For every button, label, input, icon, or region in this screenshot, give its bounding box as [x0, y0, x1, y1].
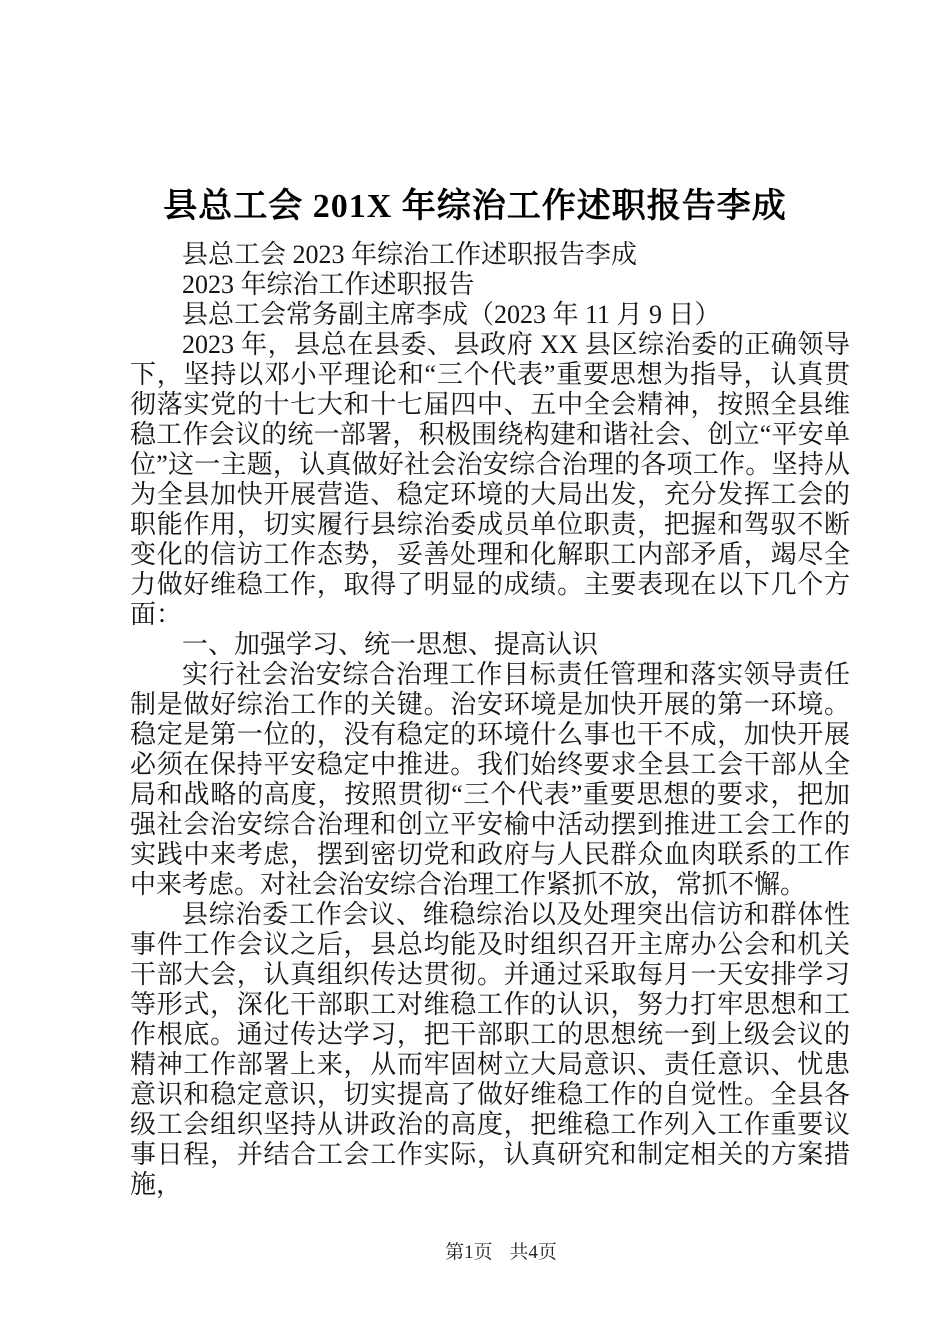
document-title: 县总工会 201X 年综治工作述职报告李成: [163, 188, 787, 225]
page-footer: [0, 1241, 950, 1265]
paragraph: 县总工会 2023 年综治工作述职报告李成: [182, 240, 638, 269]
paragraph: 2023 年综治工作述职报告: [182, 270, 475, 299]
paragraph: 县综治委工作会议、维稳综治以及处理突出信访和群体性事件工作会议之后，县总均能及时组织召开主席办公会和机关干部大会，认真组织传达贯彻。并通过采取每月一天安排学习等形式，深化干部职工对维稳工作的认识，努力打牢思想和工作根底。通过传达学习，把干部职工的思想统一到上级会议的精神工作部署上来，从而牢固树立大局意识、责任意识、忧患意识和稳定意识，切实提高了做好维稳工作的自觉性。全县各级工会组织坚持从讲政治的高度，把维稳工作列入工作重要议事日程，并结合工会工作实际，认真研究和制定相关的方案措施，: [130, 900, 850, 1199]
total-pages-label: 共4页: [509, 1242, 557, 1263]
section-heading: 一、加强学习、统一思想、提高认识: [182, 630, 599, 659]
paragraph: 实行社会治安综合治理工作目标责任管理和落实领导责任制是做好综治工作的关键。治安环境是加快开展的第一环境。稳定是第一位的，没有稳定的环境什么事也干不成，加快开展必须在保持平安稳定中推进。我们始终要求全县工会干部从全局和战略的高度，按照贯彻“三个代表”重要思想的要求，把加强社会治安综合治理和创立平安榆中活动摆到推进工会工作的实践中来考虑，摆到密切党和政府与人民群众血肉联系的工作中来考虑。对社会治安综合治理工作紧抓不放，常抓不懈。: [130, 660, 850, 899]
paragraph: 县总工会常务副主席李成（2023 年 11 月 9 日）: [182, 300, 721, 329]
document-body: [130, 240, 850, 1200]
page-number-label: 第1页: [445, 1242, 493, 1263]
paragraph: 2023 年，县总在县委、县政府 XX 县区综治委的正确领导下，坚持以邓小平理论和“三个代表”重要思想为指导，认真贯彻落实党的十七大和十七届四中、五中全会精神，按照全县维稳工作会议的统一部署，积极围绕构建和谐社会、创立“平安单位”这一主题，认真做好社会治安综合治理的各项工作。坚持从为全县加快开展营造、稳定环境的大局出发，充分发挥工会的职能作用，切实履行县综治委成员单位职责，把握和驾驭不断变化的信访工作态势，妥善处理和化解职工内部矛盾，竭尽全力做好维稳工作，取得了明显的成绩。主要表现在以下几个方面：: [130, 330, 850, 629]
